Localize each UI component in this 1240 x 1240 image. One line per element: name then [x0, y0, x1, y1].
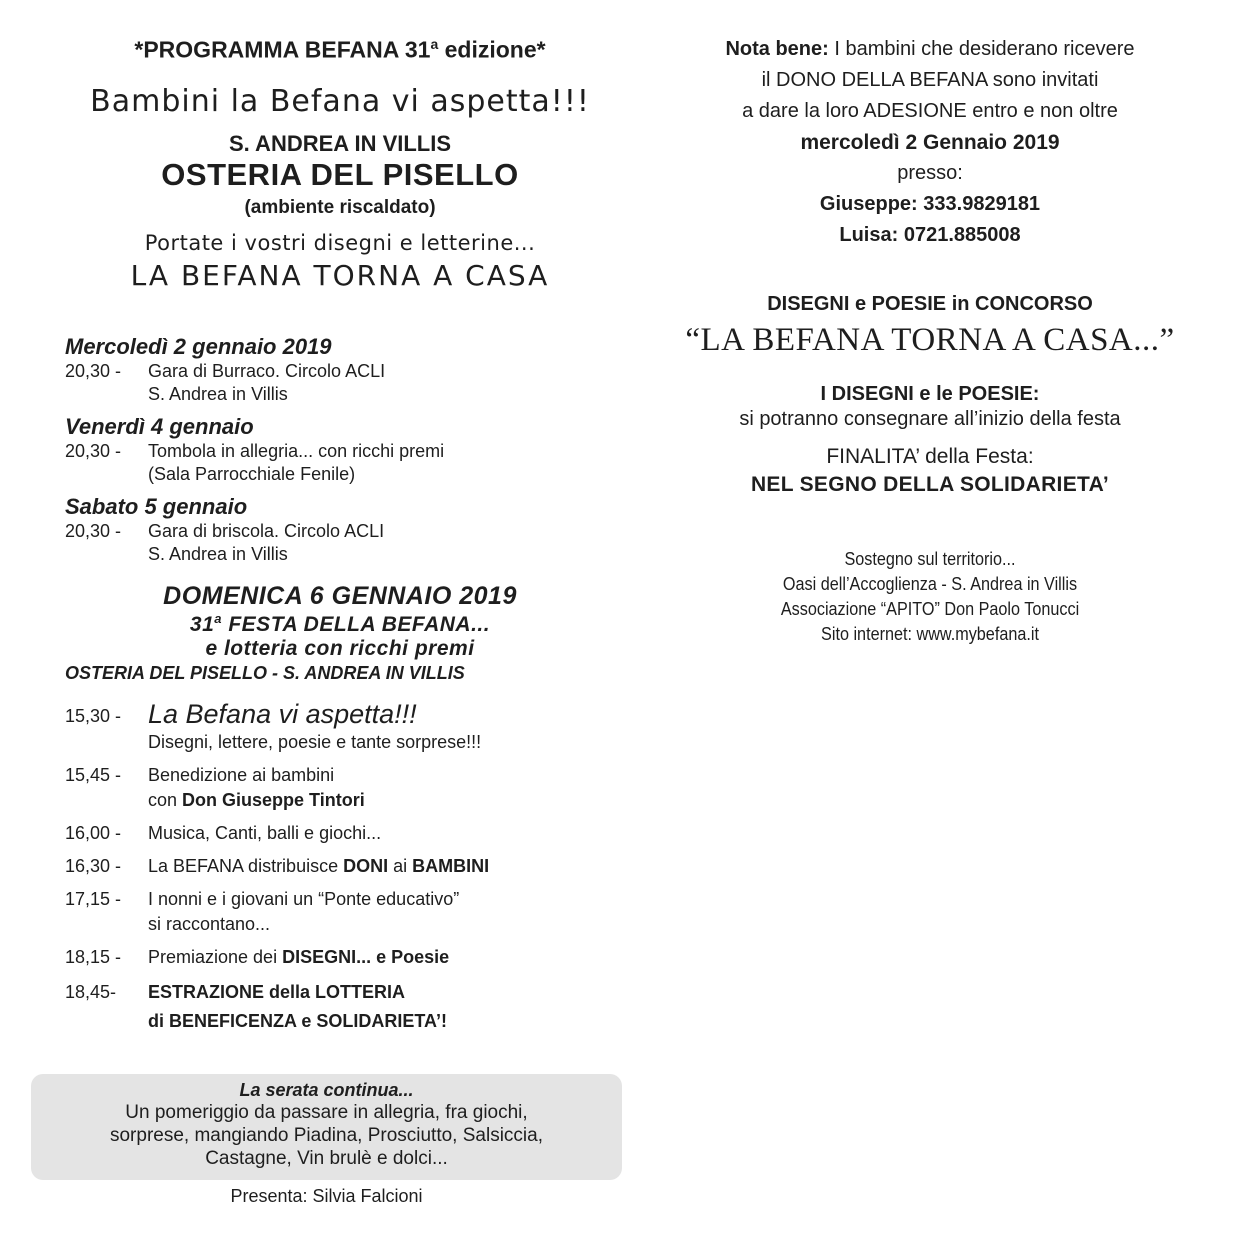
schedule-desc: con — [148, 789, 183, 810]
schedule-bold: di BENEFICENZA e SOLIDARIETA’! — [148, 1010, 448, 1031]
schedule-row — [65, 698, 640, 755]
event-day: Mercoledì 2 gennaio 2019 — [65, 333, 332, 359]
event-desc: Gara di Burraco. Circolo ACLI — [148, 360, 386, 381]
schedule-row — [65, 887, 640, 937]
event-place: S. Andrea in Villis — [148, 543, 288, 564]
contest-theme: “LA BEFANA TORNA A CASA...” — [685, 322, 1175, 358]
submission-title: I DISEGNI e le POESIE: — [820, 383, 1040, 405]
theme-title: LA BEFANA TORNA A CASA — [130, 258, 550, 292]
schedule-desc: Benedizione ai bambini — [148, 764, 335, 785]
schedule-time: 17,15 - — [65, 888, 122, 909]
event-row — [65, 360, 640, 406]
schedule-desc: Premiazione dei — [148, 946, 283, 967]
schedule-time: 15,45 - — [65, 764, 122, 785]
location-name: S. ANDREA IN VILLIS — [228, 130, 452, 156]
schedule-desc: Disegni, lettere, poesie e tante sorprese!!! — [148, 731, 482, 752]
event-row — [65, 520, 640, 566]
festa-number: 31 — [189, 612, 215, 636]
event-desc: Tombola in allegria... con ricchi premi — [148, 440, 445, 461]
festa-text: FESTA DELLA BEFANA... — [222, 612, 491, 636]
schedule-time: 15,30 - — [65, 705, 122, 726]
program-title-text: *PROGRAMMA BEFANA 31 — [134, 36, 431, 63]
event-day: Sabato 5 gennaio — [65, 493, 248, 519]
schedule-row — [65, 821, 640, 846]
schedule-desc: si raccontano... — [148, 913, 271, 934]
presenter: Presenta: Silvia Falcioni — [230, 1186, 423, 1206]
deadline-date: mercoledì 2 Gennaio 2019 — [800, 131, 1060, 154]
schedule-bold: DONI — [343, 855, 389, 876]
program-title-sup: a — [430, 36, 439, 52]
website-line: Sito internet: www.mybefana.it — [821, 624, 1039, 644]
event-desc: Gara di briscola. Circolo ACLI — [148, 520, 385, 541]
evening-line: Un pomeriggio da passare in allegria, fra giochi, — [125, 1102, 528, 1123]
festa-title — [40, 611, 640, 637]
event-block — [40, 414, 640, 486]
contest-title: DISEGNI e POESIE in CONCORSO — [767, 293, 1093, 315]
schedule-time: 18,45- — [65, 981, 117, 1002]
evening-line: sorprese, mangiando Piadina, Prosciutto, Salsiccia, — [109, 1125, 543, 1146]
lotteria-line: e lotteria con ricchi premi — [205, 636, 475, 660]
schedule-time: 18,15 - — [65, 946, 122, 967]
evening-box — [31, 1074, 622, 1180]
nota-line — [660, 34, 1200, 65]
schedule-bold: DISEGNI... e Poesie — [282, 946, 450, 967]
nota-label: Nota bene: — [725, 38, 829, 60]
event-block — [40, 494, 640, 566]
support-line: Associazione “APITO” Don Paolo Tonucci — [780, 599, 1080, 619]
evening-line: Castagne, Vin brulè e dolci... — [205, 1148, 448, 1169]
left-column — [40, 30, 640, 1036]
purpose-text: NEL SEGNO DELLA SOLIDARIETA’ — [750, 473, 1110, 496]
right-column — [660, 30, 1200, 647]
support-line: Sostegno sul territorio... — [844, 549, 1016, 569]
main-event-venue: OSTERIA DEL PISELLO - S. ANDREA IN VILLIS — [65, 662, 465, 683]
event-time: 20,30 - — [65, 440, 122, 461]
schedule-bold: BAMBINI — [412, 855, 490, 876]
nota-line: a dare la loro ADESIONE entro e non oltre — [742, 100, 1118, 122]
event-time: 20,30 - — [65, 360, 122, 381]
festa-sup: a — [214, 610, 223, 626]
event-block — [40, 334, 640, 406]
schedule-time: 16,30 - — [65, 855, 122, 876]
nota-text: I bambini che desiderano ricevere — [828, 38, 1135, 60]
invite-line: Portate i vostri disegni e letterine... — [144, 230, 536, 255]
contact-luisa: Luisa: 0721.885008 — [839, 224, 1021, 246]
contact-giuseppe: Giuseppe: 333.9829181 — [819, 193, 1041, 215]
purpose-label: FINALITA’ della Festa: — [826, 445, 1034, 468]
schedule-row — [65, 978, 640, 1036]
program-title — [40, 36, 640, 64]
event-row — [65, 440, 640, 486]
submission-note: si potranno consegnare all’inizio della festa — [739, 408, 1121, 430]
event-time: 20,30 - — [65, 520, 122, 541]
event-place: (Sala Parrocchiale Fenile) — [148, 463, 356, 484]
schedule-row — [65, 763, 640, 813]
schedule-highlight: La Befana vi aspetta!!! — [148, 698, 417, 729]
evening-heading: La serata continua... — [239, 1080, 414, 1100]
tagline: Bambini la Befana vi aspetta!!! — [90, 83, 590, 119]
venue-note: (ambiente riscaldato) — [244, 196, 436, 218]
schedule-desc: La BEFANA distribuisce — [148, 855, 344, 876]
schedule-person: Don Giuseppe Tintori — [182, 789, 365, 810]
schedule-row — [65, 854, 640, 879]
schedule-row — [65, 945, 640, 970]
support-line: Oasi dell’Accoglienza - S. Andrea in Villis — [782, 574, 1078, 594]
schedule-desc: ai — [388, 855, 413, 876]
event-place: S. Andrea in Villis — [148, 383, 288, 404]
schedule-desc: I nonni e i giovani un “Ponte educativo” — [148, 888, 460, 909]
main-event-date: DOMENICA 6 GENNAIO 2019 — [163, 581, 517, 610]
nota-line: il DONO DELLA BEFANA sono invitati — [761, 69, 1099, 91]
schedule-desc: Musica, Canti, balli e giochi... — [148, 822, 382, 843]
venue-name: OSTERIA DEL PISELLO — [161, 156, 519, 192]
schedule-time: 16,00 - — [65, 822, 122, 843]
presso-label: presso: — [897, 162, 963, 184]
event-day: Venerdì 4 gennaio — [65, 413, 254, 439]
schedule-bold: ESTRAZIONE della LOTTERIA — [148, 981, 406, 1002]
program-title-end: edizione* — [438, 36, 546, 63]
